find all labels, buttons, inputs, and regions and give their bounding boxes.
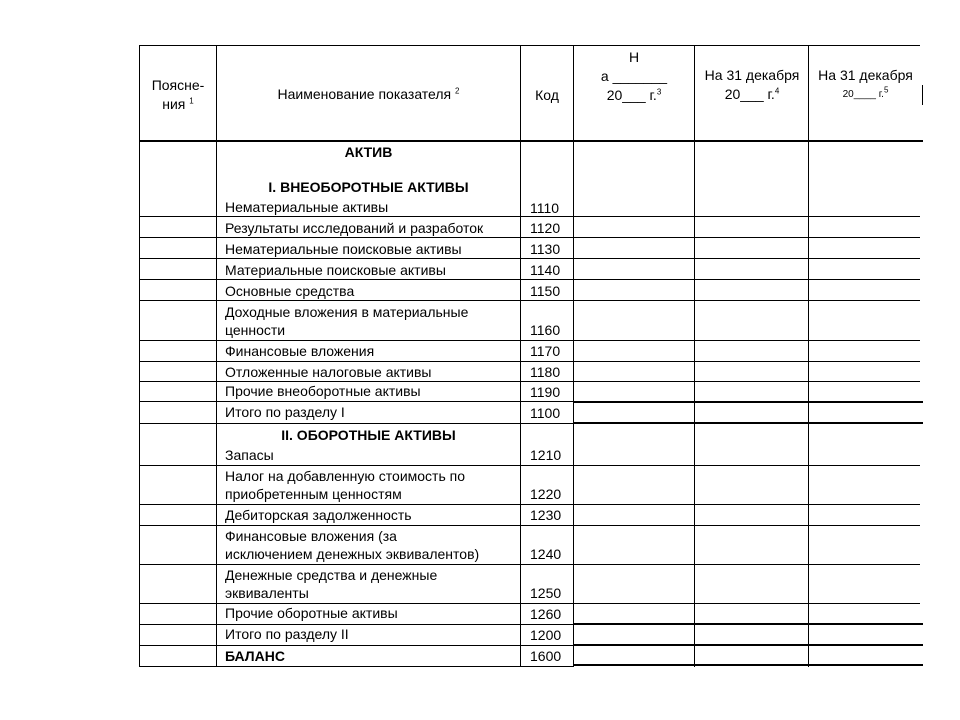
header-notes-line1: Поясне- (151, 77, 205, 93)
header-period-1-line1: Н (628, 49, 640, 65)
row-code-1250: 1250 (530, 585, 562, 601)
col-divider-code-period1 (573, 45, 574, 667)
header-period-2-footnote: 4 (774, 86, 780, 96)
header-period-1 (574, 48, 694, 105)
row-name-1260: Прочие оборотные активы (225, 605, 398, 621)
header-period-3-line1: На 31 декабря (818, 67, 913, 83)
row-name-1120: Результаты исследований и разработок (225, 220, 484, 236)
period-row-divider (574, 564, 920, 565)
row-code-1170: 1170 (530, 343, 561, 359)
header-period-3-footnote: 5 (883, 85, 889, 95)
row-name-1250-line1: Денежные средства и денежные (225, 567, 438, 583)
row-divider (139, 381, 574, 382)
period-row-divider (574, 623, 923, 625)
row-name-1170: Финансовые вложения (225, 343, 375, 359)
row-name-1600: БАЛАНС (225, 648, 285, 664)
period-row-divider (574, 465, 920, 466)
row-divider (139, 423, 574, 424)
row-code-1100: 1100 (530, 405, 561, 421)
period-row-divider (574, 401, 923, 403)
row-name-1130: Нематериальные поисковые активы (225, 241, 462, 257)
row-code-1210: 1210 (530, 447, 562, 463)
period-row-divider (574, 237, 920, 238)
section-current-title: II. ОБОРОТНЫЕ АКТИВЫ (281, 427, 456, 443)
row-name-1240-line1: Финансовые вложения (за (225, 528, 397, 544)
row-divider (139, 279, 574, 280)
row-code-1180: 1180 (530, 364, 561, 380)
row-code-1600: 1600 (530, 648, 562, 664)
period-row-divider (574, 300, 920, 301)
row-divider (139, 340, 574, 341)
row-code-1120: 1120 (530, 220, 561, 236)
header-period-1-footnote: 3 (656, 87, 662, 97)
col-divider-period2-period3 (808, 45, 809, 667)
row-name-1250-line2: эквиваленты (225, 585, 309, 601)
header-period-3 (809, 66, 922, 104)
header-period-1-line3: 20___ г. (606, 87, 657, 103)
row-name-1160-line2: ценности (225, 322, 286, 338)
row-code-1260: 1260 (530, 606, 562, 622)
header-notes (140, 76, 216, 114)
row-name-1160-line1: Доходные вложения в материальные (225, 304, 469, 320)
table-bottom-border (139, 666, 574, 667)
col-divider-note-name (216, 45, 217, 667)
table-top-border (139, 45, 920, 46)
row-divider (139, 237, 574, 238)
period-row-divider (574, 525, 920, 526)
section-noncurrent-title: I. ВНЕОБОРОТНЫЕ АКТИВЫ (268, 179, 469, 195)
row-code-1140: 1140 (530, 262, 561, 278)
period-row-divider (574, 361, 920, 362)
header-notes-line2: ния (162, 96, 186, 112)
row-code-1240: 1240 (530, 546, 562, 562)
row-name-1110: Нематериальные активы (225, 199, 389, 215)
row-divider (139, 525, 574, 526)
col-divider-name-code (520, 45, 521, 667)
period-table-bottom-border (574, 664, 923, 666)
row-name-1230: Дебиторская задолженность (225, 507, 412, 523)
row-name-1200: Итого по разделу II (225, 626, 349, 642)
row-code-1160: 1160 (530, 322, 561, 338)
header-code: Код (535, 87, 559, 103)
row-code-1220: 1220 (530, 486, 562, 502)
row-name-1210: Запасы (225, 447, 274, 463)
header-period-2 (695, 66, 809, 104)
row-code-1130: 1130 (530, 241, 561, 257)
row-divider (139, 361, 574, 362)
period-row-divider (574, 422, 923, 424)
row-name-1150: Основные средства (225, 283, 355, 299)
header-notes-footnote: 1 (189, 96, 194, 106)
header-indicator-footnote: 2 (455, 86, 460, 96)
row-divider (139, 216, 574, 217)
row-divider (139, 258, 574, 259)
row-name-1100: Итого по разделу I (225, 404, 345, 420)
row-code-1110: 1110 (530, 200, 560, 216)
header-right-tick (922, 85, 923, 105)
table-left-border (139, 45, 140, 667)
row-divider (139, 564, 574, 565)
header-period-2-line2: 20___ г. (724, 86, 775, 102)
period-row-divider (574, 258, 920, 259)
period-row-divider (574, 644, 923, 646)
row-divider (139, 465, 574, 466)
row-divider (139, 300, 574, 301)
row-code-1230: 1230 (530, 507, 562, 523)
row-divider (139, 504, 574, 505)
row-name-1240-line2: исключением денежных эквивалентов) (225, 546, 480, 562)
row-code-1190: 1190 (530, 384, 561, 400)
header-period-2-line1: На 31 декабря (704, 67, 800, 83)
row-code-1150: 1150 (530, 283, 561, 299)
header-period-1-line2: а _______ (600, 68, 668, 84)
header-indicator-name (217, 85, 520, 104)
col-divider-period1-period2 (694, 45, 695, 667)
period-row-divider (574, 340, 920, 341)
section-assets-title: АКТИВ (344, 144, 393, 160)
header-bottom-border (139, 140, 923, 142)
row-divider (139, 401, 574, 402)
row-name-1220-line2: приобретенным ценностям (225, 486, 402, 502)
row-code-1200: 1200 (530, 627, 562, 643)
period-row-divider (574, 381, 920, 382)
row-name-1140: Материальные поисковые активы (225, 262, 446, 278)
period-row-divider (574, 504, 920, 505)
row-divider (139, 603, 574, 604)
row-divider (139, 624, 574, 625)
row-name-1180: Отложенные налоговые активы (225, 364, 432, 380)
header-indicator-name-text: Наименование показателя (277, 86, 452, 102)
row-divider (139, 645, 574, 646)
row-name-1220-line1: Налог на добавленную стоимость по (225, 468, 466, 484)
period-row-divider (574, 279, 920, 280)
period-row-divider (574, 603, 920, 604)
period-row-divider (574, 216, 920, 217)
header-period-3-line2: 20____ г. (842, 89, 884, 100)
row-name-1190: Прочие внеоборотные активы (225, 383, 421, 399)
